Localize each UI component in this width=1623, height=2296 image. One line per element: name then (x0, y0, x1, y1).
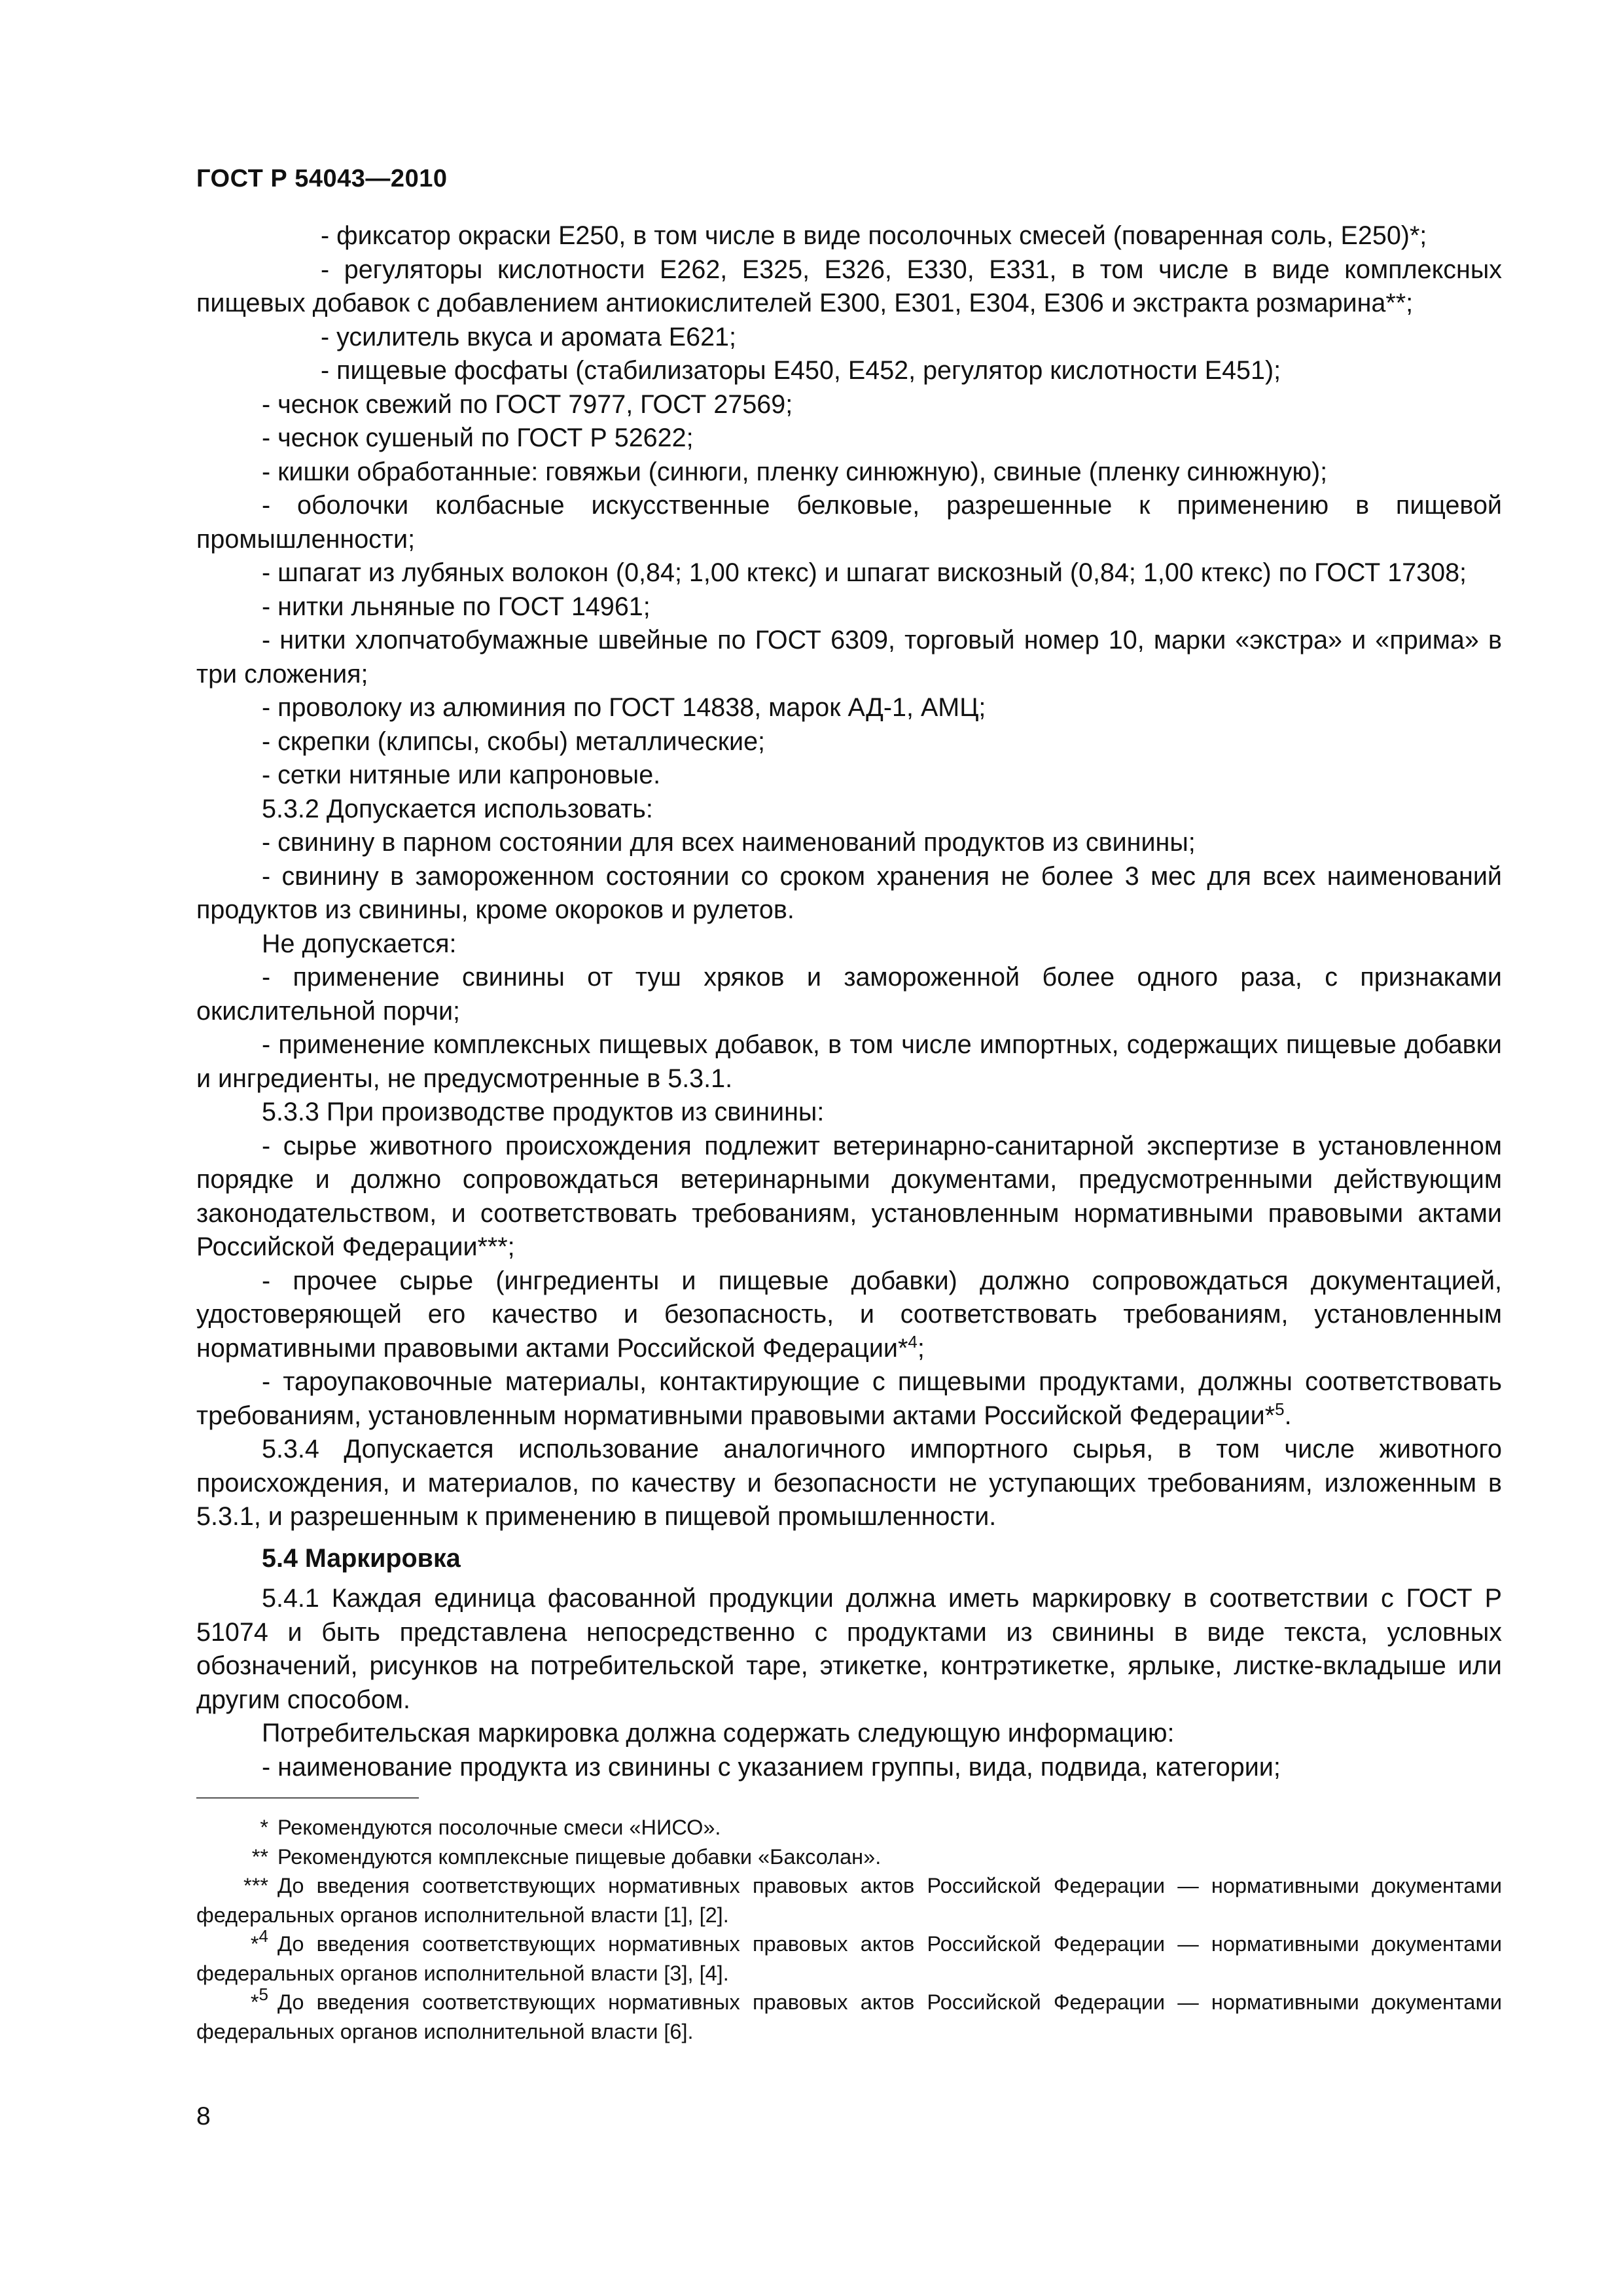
paragraph (196, 1265, 1502, 1366)
footnote-mark-symbol: ** (251, 1844, 268, 1869)
paragraph (196, 691, 1502, 725)
document-header: ГОСТ Р 54043—2010 (196, 165, 448, 192)
footnote-mark (242, 1842, 268, 1872)
paragraph-text: - оболочки колбасные искусственные белковые, разрешенные к применению в пищевой промышленности; (196, 491, 1502, 554)
paragraph (196, 793, 1502, 827)
paragraph-text: - кишки обработанные: говяжьи (синюги, пленку синюжную), свиные (пленку синюжную); (262, 457, 1328, 486)
section-heading (196, 1542, 1502, 1576)
paragraph-text: - применение свинины от туш хряков и замороженной более одного раза, с признаками окислительной порчи; (196, 963, 1502, 1026)
paragraph (196, 927, 1502, 961)
paragraph-text: Не допускается: (262, 929, 457, 958)
footnote-text: Рекомендуются комплексные пищевые добавки «Баксолан». (277, 1844, 882, 1869)
footnote-mark-number: 4 (259, 1926, 268, 1946)
paragraph-text: - пищевые фосфаты (стабилизаторы Е450, Е452, регулятор кислотности Е451); (321, 356, 1281, 385)
paragraph (196, 456, 1502, 490)
footnote-text: До введения соответствующих нормативных правовых актов Российской Федерации — нормативными документами федеральных органов исполнительной власти [6]. (196, 1990, 1502, 2043)
paragraph-text: - сырье животного происхождения подлежит ветеринарно-санитарной экспертизе в установленном порядке и должно сопровождаться ветеринарными документами, предусмотренными действующим законодательством, и соответствовать требованиям, установленным нормативными правовыми актами Российской Федерации***; (196, 1131, 1502, 1261)
paragraph (196, 422, 1502, 456)
footnote-text: До введения соответствующих нормативных правовых актов Российской Федерации — нормативными документами федеральных органов исполнительной власти [3], [4]. (196, 1932, 1502, 1985)
paragraph-text: 5.3.4 Допускается использование аналогичного импортного сырья, в том числе животного происхождения, и материалов, по качеству и безопасности не уступающих требованиям, изложенным в 5.3.1, и разрешенным к применению в пищевой промышленности. (196, 1435, 1502, 1531)
footnote-mark (242, 1813, 268, 1842)
paragraph (196, 556, 1502, 590)
paragraph-text: - проволоку из алюминия по ГОСТ 14838, марок АД-1, АМЦ; (262, 693, 986, 722)
paragraph (196, 1096, 1502, 1130)
paragraph-text: 5.4 Маркировка (262, 1543, 461, 1573)
paragraph-text: - регуляторы кислотности Е262, Е325, Е326, Е330, Е331, в том числе в виде комплексных пищевых добавок с добавлением антиокислителей Е300, Е301, Е304, Е306 и экстракта розмарина**; (196, 255, 1502, 317)
footnote-mark-symbol: * (250, 1932, 259, 1956)
paragraph (196, 759, 1502, 793)
footnote (196, 1984, 1502, 2046)
paragraph (196, 725, 1502, 759)
paragraph-text: - чеснок свежий по ГОСТ 7977, ГОСТ 27569; (262, 389, 793, 419)
paragraph-text: - применение комплексных пищевых добавок, в том числе импортных, содержащих пищевые добавки и ингредиенты, не предусмотренные в 5.3.1. (196, 1030, 1502, 1093)
paragraph (196, 489, 1502, 556)
footnote (196, 1842, 1502, 1872)
footnote-mark (242, 1871, 268, 1901)
paragraph (196, 624, 1502, 691)
paragraph (196, 219, 1502, 253)
paragraph-text: - фиксатор окраски Е250, в том числе в виде посолочных смесей (поваренная соль, Е250)*; (321, 221, 1427, 250)
footnote-mark (242, 1984, 268, 2017)
paragraph (196, 388, 1502, 422)
paragraph (196, 1365, 1502, 1433)
footnote (196, 1871, 1502, 1929)
paragraph (196, 1433, 1502, 1534)
paragraph-text: - прочее сырье (ингредиенты и пищевые добавки) должно сопровождаться документацией, удостоверяющей его качество и безопасность, и соответствовать требованиям, установленным нормативными правовыми актами Российской Федерации* (196, 1266, 1502, 1363)
paragraph-text: - свинину в замороженном состоянии со сроком хранения не более 3 мес для всех наименований продуктов из свинины, кроме окороков и рулетов. (196, 861, 1502, 924)
paragraph-text: - наименование продукта из свинины с указанием группы, вида, подвида, категории; (262, 1752, 1281, 1782)
footnote (196, 1926, 1502, 1988)
footnote-ref: 4 (908, 1331, 918, 1352)
footnote-text: Рекомендуются посолочные смеси «НИСО». (277, 1816, 721, 1839)
paragraph (196, 253, 1502, 321)
paragraph-text: 5.3.2 Допускается использовать: (262, 794, 653, 823)
paragraph (196, 354, 1502, 388)
footnote-mark-symbol: *** (243, 1874, 268, 1897)
footnote-mark-symbol: * (250, 1990, 259, 2014)
paragraph (196, 1717, 1502, 1751)
paragraph (196, 321, 1502, 355)
footnote-mark-number: 5 (259, 1984, 268, 2004)
paragraph-text: - тароупаковочные материалы, контактирующие с пищевыми продуктами, должны соответствовать требованиям, установленным нормативными правовыми актами Российской Федерации* (196, 1367, 1502, 1430)
paragraph-punctuation: . (1284, 1401, 1292, 1430)
footnotes (196, 1813, 1502, 2046)
paragraph (196, 860, 1502, 927)
footnote (196, 1813, 1502, 1842)
paragraph (196, 1028, 1502, 1096)
paragraph-text: - нитки льняные по ГОСТ 14961; (262, 592, 651, 621)
paragraph-text: - усилитель вкуса и аромата Е621; (321, 322, 736, 351)
paragraph-text: Потребительская маркировка должна содержать следующую информацию: (262, 1719, 1175, 1748)
footnote-divider (196, 1797, 419, 1799)
paragraph (196, 1130, 1502, 1265)
paragraph-text: - свинину в парном состоянии для всех наименований продуктов из свинины; (262, 828, 1196, 857)
paragraph-text: - нитки хлопчатобумажные швейные по ГОСТ 6309, торговый номер 10, марки «экстра» и «прима» в три сложения; (196, 626, 1502, 689)
paragraph-text: 5.3.3 При производстве продуктов из свинины: (262, 1098, 825, 1126)
footnote-mark (242, 1926, 268, 1959)
page-number: 8 (196, 2102, 211, 2130)
paragraph-text: - шпагат из лубяных волокон (0,84; 1,00 ктекс) и шпагат вискозный (0,84; 1,00 ктекс) по ГОСТ 17308; (262, 558, 1467, 587)
paragraph-text: 5.4.1 Каждая единица фасованной продукции должна иметь маркировку в соответствии с ГОСТ Р 51074 и быть представлена непосредственно с продуктами из свинины в виде текста, условных обозначений, рисунков на потребительской таре, этикетке, контрэтикетке, ярлыке, листке-вкладыше или другим способом. (196, 1584, 1502, 1714)
paragraph (196, 1751, 1502, 1785)
paragraph (196, 1582, 1502, 1717)
footnote-mark-symbol: * (260, 1816, 268, 1839)
paragraph-text: - сетки нитяные или капроновые. (262, 761, 661, 789)
paragraph (196, 826, 1502, 860)
footnote-ref: 5 (1275, 1399, 1285, 1419)
footnote-text: До введения соответствующих нормативных правовых актов Российской Федерации — нормативными документами федеральных органов исполнительной власти [1], [2]. (196, 1874, 1502, 1927)
paragraph (196, 961, 1502, 1028)
paragraph-text: - скрепки (клипсы, скобы) металлические; (262, 726, 766, 756)
paragraph-text: - чеснок сушеный по ГОСТ Р 52622; (262, 423, 694, 452)
paragraph-punctuation: ; (917, 1333, 925, 1363)
document-body (196, 219, 1502, 1784)
paragraph (196, 590, 1502, 624)
